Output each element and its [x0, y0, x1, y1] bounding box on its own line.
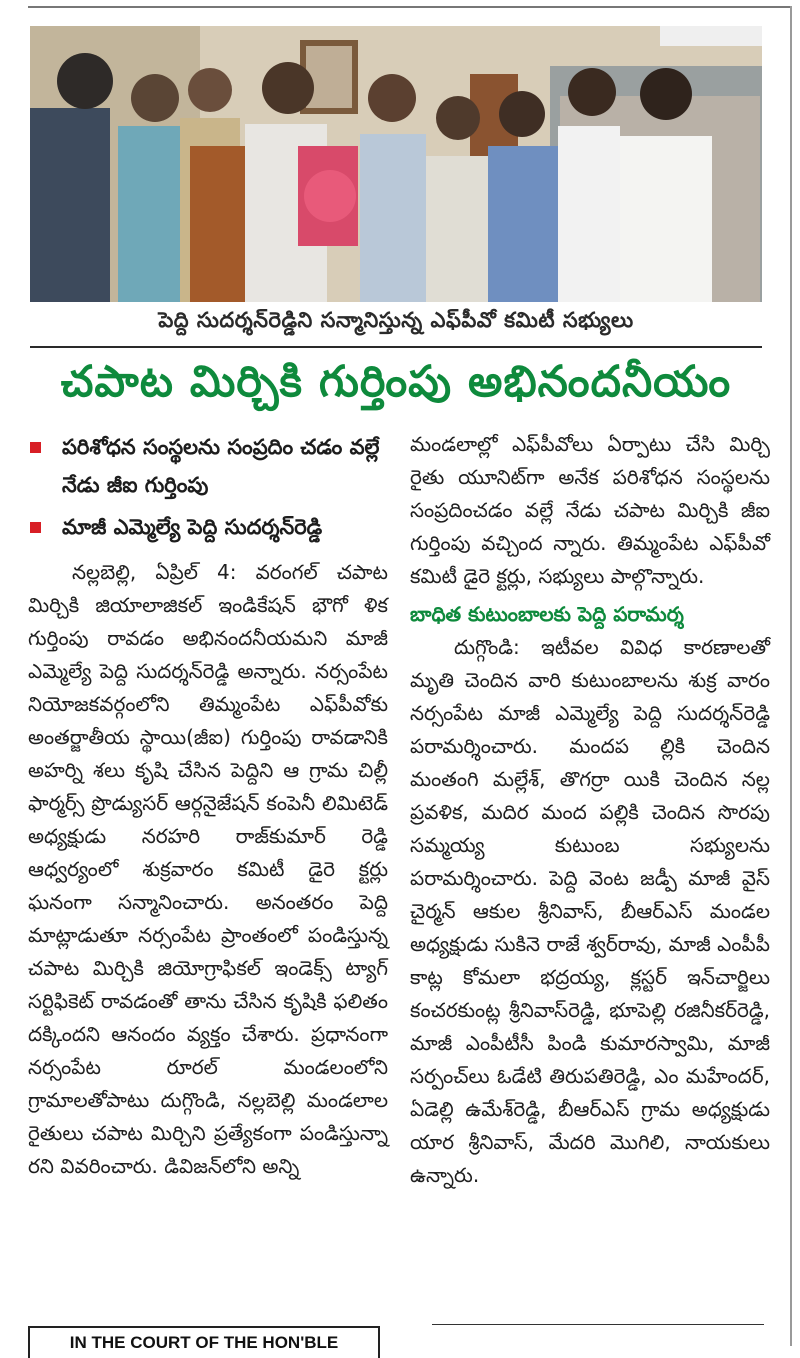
bullet-square-icon [30, 442, 41, 453]
photo-caption: పెద్ది సుదర్శన్‌రెడ్డిని సన్మానిస్తున్న ఎఫ్‌పీవో కమిటీ సభ్యులు [158, 308, 634, 332]
subheading: బాధిత కుటుంబాలకు పెద్ది పరామర్శ [410, 602, 684, 626]
bullet-square-icon [30, 522, 41, 533]
bottom-rule [432, 1324, 764, 1325]
left-column [28, 428, 388, 1183]
article-body-right-2: దుగ్గొండి: ఇటీవల వివిధ కారణాలతో మృతి చెందిన వారి కుటుంబాలను శుక్ర వారం నర్సంపేట మాజీ ఎమ్మెల్యే పెద్ది సుదర్శన్‌రెడ్డి పరామర్శించారు. మందప ల్లికి చెందిన మంతంగి మల్లేశ్, తొగర్రా యికి చెందిన నల్ల ప్రవళిక, మదిర మంద పల్లికి చెందిన సొరపు సమ్మయ్య కుటుంబ సభ్యులను పరామర్శించారు. పెద్ది వెంట జడ్పీ మాజీ వైస్ చైర్మన్ ఆకుల శ్రీనివాస్, బీఆర్ఎస్ మండల అధ్యక్షుడు సుకినె రాజే శ్వర్‌రావు, మాజీ ఎంపీపీ కాట్ల కోమలా భద్రయ్య, క్లస్టర్ ఇన్‌చార్జిలు కంచరకుంట్ల శ్రీనివాస్‌రెడ్డి, భూపెల్లి రజినీకర్‌రెడ్డి, మాజీ ఎంపీటీసీ పిండి కుమారస్వామి, మాజీ సర్పంచ్‌లు ఓడేటి తిరుపతిరెడ్డి, ఎం మహేందర్, ఏడెల్లి ఉమేశ్‌రెడ్డి, బీఆర్ఎస్ గ్రామ అధ్యక్షుడు యార శ్రీనివాస్, మేదరి మొగిలి, నాయకులు ఉన్నారు. [410, 635, 770, 1187]
column-divider-rule [790, 6, 792, 1346]
bullet-text: పరిశోధన సంస్థలను సంప్రదిం చడం వల్లే నేడు జీఐ గుర్తింపు [62, 435, 380, 497]
caption-rule [30, 346, 762, 348]
article-body-right-1: మండలాల్లో ఎఫ్‌పీవోలు ఏర్పాటు చేసి మిర్చి రైతు యూనిట్‌గా అనేక పరిశోధన సంస్థలను సంప్రదించడం వల్లే నేడు చపాట మిర్చికి జీఐ గుర్తింపు వచ్చింద న్నారు. తిమ్మంపేట ఎఫ్‌పీవో కమిటీ డైరె క్టర్లు, సభ్యులు పాల్గొన్నారు. [410, 432, 770, 588]
right-column [410, 428, 770, 1192]
bullet-point-1 [28, 428, 388, 504]
article-body-left: నల్లబెల్లి, ఏప్రిల్ 4: వరంగల్ చపాట మిర్చికి జియాలాజికల్ ఇండికేషన్ భౌగో ళిక గుర్తింపు రావడం అభినందనీయమని మాజీ ఎమ్మెల్యే పెద్ది సుదర్శన్‌రెడ్డి అన్నారు. నర్సంపేట నియోజకవర్గంలోని తిమ్మంపేట ఎఫ్‌పీవోకు అంతర్జాతీయ స్థాయి(జీఐ) గుర్తింపు రావడానికి అహర్ని శలు కృషి చేసిన పెద్దిని ఆ గ్రామ చిల్లీ ఫార్మర్స్ ప్రొడ్యుసర్ ఆర్గనైజేషన్ కంపెనీ లిమిటెడ్ అధ్యక్షుడు నరహరి రాజ్‌కుమార్ రెడ్డి ఆధ్వర్యంలో శుక్రవారం కమిటీ డైరె క్టర్లు ఘనంగా సన్మానించారు. అనంతరం పెద్ది మాట్లాడుతూ నర్సంపేట ప్రాంతంలో పండిస్తున్న చపాట మిర్చికి జియోగ్రాఫికల్ ఇండెక్స్ ట్యాగ్ సర్టిఫికెట్ రావడంతో తాను చేసిన కృషికి ఫలితం దక్కిందని ఆనందం వ్యక్తం చేశారు. ప్రధానంగా నర్సంపేట రూరల్ మండలంలోని గ్రామాలతోపాటు దుగ్గొండి, నల్లబెల్లి మండలాల రైతులు చపాట మిర్చిని ప్రత్యేకంగా పండిస్తున్నా రని వివరించారు. డివిజన్‌లోని అన్ని [28, 560, 388, 1178]
court-notice-header: IN THE COURT OF THE HON'BLE [28, 1326, 380, 1358]
top-rule [28, 6, 790, 8]
news-photo [30, 26, 762, 302]
bullet-point-2 [28, 508, 388, 546]
bullet-text: మాజీ ఎమ్మెల్యే పెద్ది సుదర్శన్‌రెడ్డి [62, 515, 323, 539]
headline: చపాట మిర్చికి గుర్తింపు అభినందనీయం [60, 357, 732, 407]
